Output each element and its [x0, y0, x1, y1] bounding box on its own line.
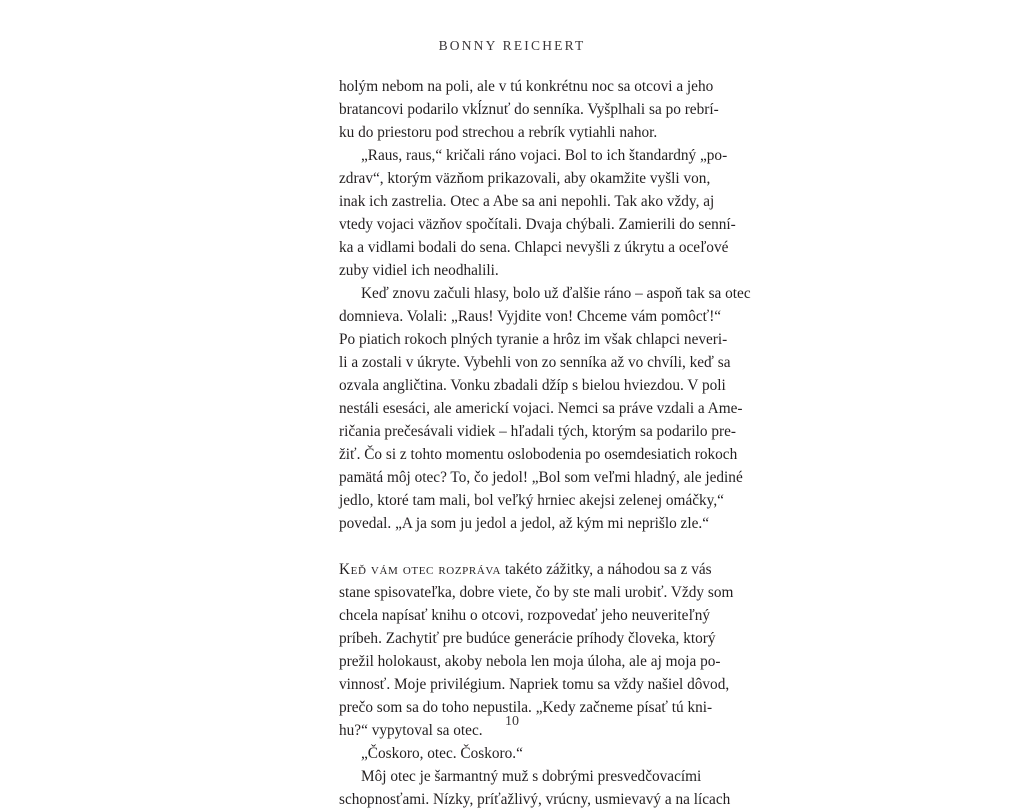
text-line: „Raus, raus,“ kričali ráno vojaci. Bol to ich štandardný „po- [361, 147, 728, 164]
text-line: inak ich zastrelia. Otec a Abe sa ani nepohli. Tak ako vždy, aj [339, 193, 715, 210]
text-line: „Čoskoro, otec. Čoskoro.“ [361, 745, 523, 762]
text-line: schopnosťami. Nízky, príťažlivý, vrúcny, usmievavý a na lícach [339, 791, 731, 808]
section-first-line [339, 560, 712, 581]
text-line: ku do priestoru pod strechou a rebrík vytiahli nahor. [339, 124, 658, 141]
text-line: ka a vidlami bodali do sena. Chlapci nevyšli z úkrytu a oceľové [339, 239, 729, 256]
text-line: domnieva. Volali: „Raus! Vyjdite von! Chceme vám pomôcť!“ [339, 308, 722, 325]
text-line: hu?“ vypytoval sa otec. [339, 722, 483, 739]
text-fragment: takéto zážitky, a náhodou sa z vás [501, 561, 712, 578]
text-line: žiť. Čo si z tohto momentu oslobodenia po osemdesiatich rokoch [339, 446, 738, 463]
text-line: pamätá môj otec? To, čo jedol! „Bol som veľmi hladný, ale jediné [339, 469, 743, 486]
text-line: ozvala angličtina. Vonku zbadali džíp s bielou hviezdou. V poli [339, 377, 726, 394]
text-line: prečo som sa do toho nepustila. „Kedy začneme písať tú kni- [339, 699, 713, 716]
section-lead-in: Keď vám otec rozpráva [339, 561, 502, 578]
text-line: chcela napísať knihu o otcovi, rozpovedať jeho neuveriteľný [339, 607, 710, 624]
text-line: vinnosť. Moje privilégium. Napriek tomu sa vždy našiel dôvod, [339, 676, 730, 693]
text-line: bratancovi podarilo vkĺznuť do senníka. Vyšplhali sa po rebrí- [339, 101, 719, 118]
text-line: Môj otec je šarmantný muž s dobrými presvedčovacími [361, 768, 702, 785]
page-number: 10 [505, 714, 519, 729]
text-line: zdrav“, ktorým väzňom prikazovali, aby okamžite vyšli von, [339, 170, 711, 187]
text-line: nestáli esesáci, ale americkí vojaci. Nemci sa práve vzdali a Ame- [339, 400, 743, 417]
text-line: povedal. „A ja som ju jedol a jedol, až kým mi neprišlo zle.“ [339, 515, 710, 532]
text-line: vtedy vojaci väzňov spočítali. Dvaja chýbali. Zamierili do senní- [339, 216, 736, 233]
text-line: Po piatich rokoch plných tyranie a hrôz im však chlapci neveri- [339, 331, 728, 348]
text-line: stane spisovateľka, dobre viete, čo by ste mali urobiť. Vždy som [339, 584, 734, 601]
text-line: prežil holokaust, akoby nebola len moja úloha, ale aj moja po- [339, 653, 721, 670]
text-line: jedlo, ktoré tam mali, bol veľký hrniec akejsi zelenej omáčky,“ [339, 492, 724, 509]
running-head: BONNY REICHERT [438, 38, 586, 53]
text-line: li a zostali v úkryte. Vybehli von zo senníka až vo chvíli, keď sa [339, 354, 731, 371]
text-line: ričania prečesávali vidiek – hľadali tých, ktorým sa podarilo pre- [339, 423, 736, 440]
text-line: holým nebom na poli, ale v tú konkrétnu noc sa otcovi a jeho [339, 78, 714, 95]
text-line: príbeh. Zachytiť pre budúce generácie príhody človeka, ktorý [339, 630, 716, 647]
text-line: Keď znovu začuli hlasy, bolo už ďalšie ráno – aspoň tak sa otec [361, 285, 751, 302]
text-line: zuby vidiel ich neodhalili. [339, 262, 499, 279]
